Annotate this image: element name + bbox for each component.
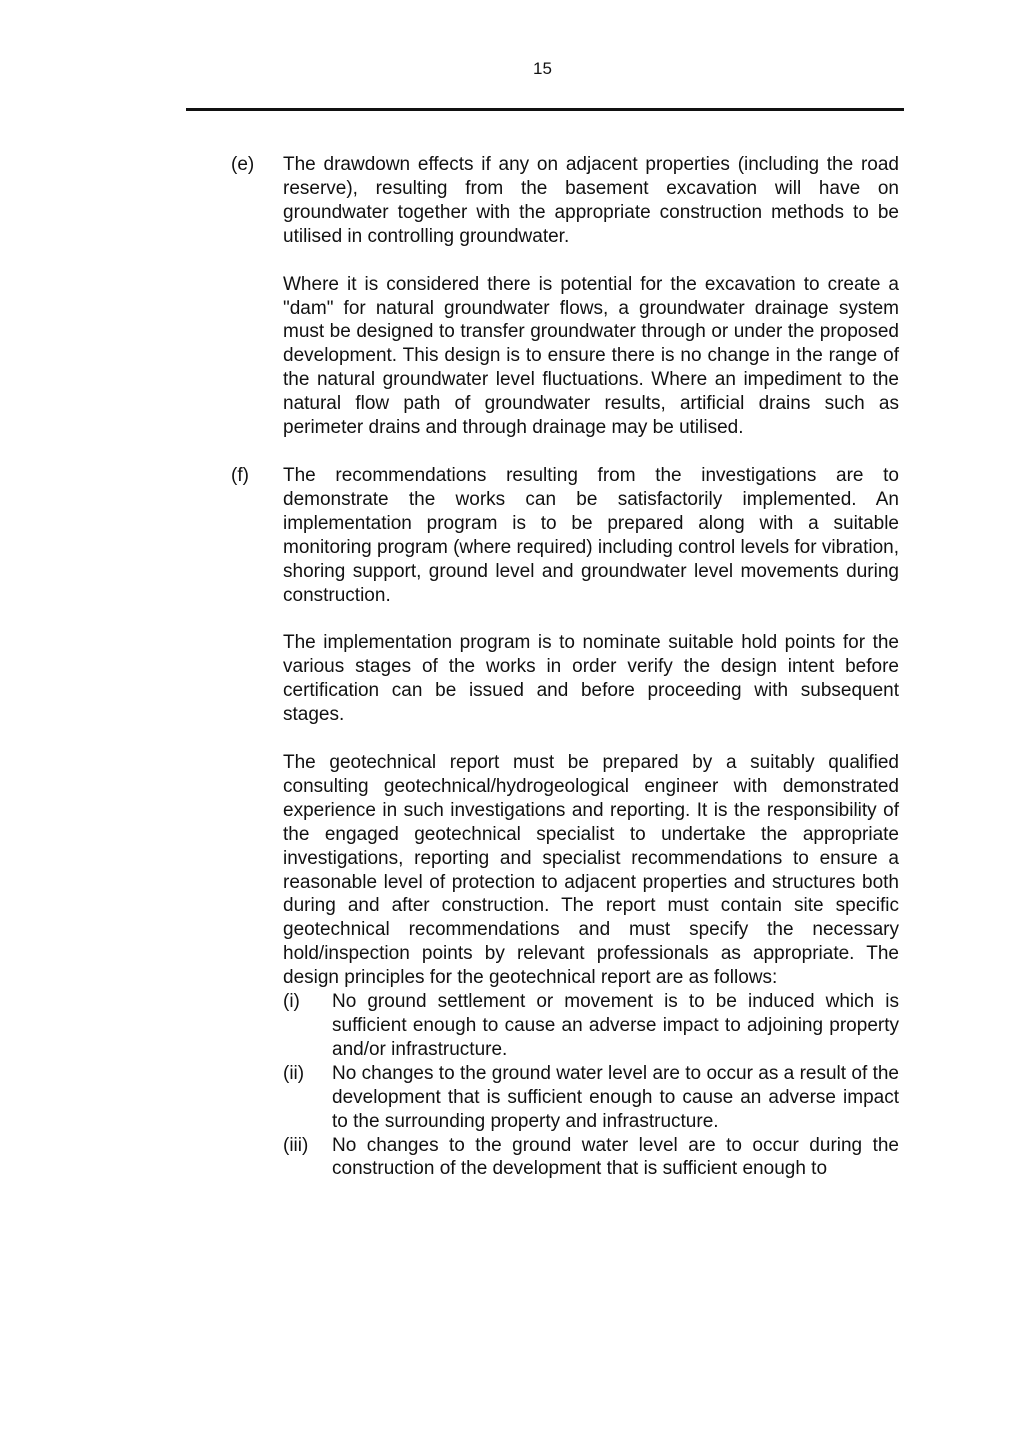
list-item-text: No changes to the ground water level are to occur as a result of the development that is sufficient enough to cause an adverse impact to the surrounding property and infrastructure.	[332, 1062, 899, 1132]
paragraph: Where it is considered there is potential for the excavation to create a "dam" for natural groundwater flows, a groundwater drainage system must be designed to transfer groundwater through or under the proposed development. This design is to ensure there is no change in the range of the natural groundwater level fluctuations. Where an impediment to the natural flow path of groundwater results, artificial drains such as perimeter drains and through drainage may be utilised.	[283, 273, 899, 439]
paragraph: The drawdown effects if any on adjacent properties (including the road reserve), resulting from the basement excavation will have on groundwater together with the appropriate construction methods to be utilised in controlling groundwater.	[283, 154, 899, 247]
header-rule	[186, 108, 904, 111]
section-label: (f)	[231, 464, 249, 486]
list-item	[283, 1062, 899, 1134]
paragraph: The implementation program is to nominate suitable hold points for the various stages of the works in order verify the design intent before certification can be issued and before proceeding with subsequent stages.	[283, 632, 899, 726]
list-item-label: (iii)	[283, 1134, 309, 1156]
page-number: 15	[533, 59, 552, 78]
list-item	[283, 990, 899, 1062]
list-item-label: (i)	[283, 991, 300, 1013]
section-label: (e)	[231, 154, 255, 175]
document-body	[231, 153, 899, 1181]
design-principles-list	[283, 990, 899, 1181]
paragraph: The recommendations resulting from the investigations are to demonstrate the works can be satisfactorily implemented. An implementation program is to be prepared along with a suitable monitoring program (where required) including control levels for vibration, shoring support, ground level and groundwater level movements during construction.	[283, 464, 899, 606]
section-e	[231, 153, 899, 440]
list-item	[283, 1134, 899, 1182]
list-item-text: No ground settlement or movement is to be induced which is sufficient enough to cause an adverse impact to adjoining property and/or infrastructure.	[332, 991, 899, 1060]
list-item-text: No changes to the ground water level are to occur during the construction of the development that is sufficient enough to	[332, 1134, 899, 1180]
paragraph: The geotechnical report must be prepared by a suitably qualified consulting geotechnical/hydrogeological engineer with demonstrated experience in such investigations and reporting. It is the responsibility of the engaged geotechnical specialist to undertake the appropriate investigations, reporting and specialist recommendations to ensure a reasonable level of protection to adjacent properties and structures both during and after construction. The report must contain site specific geotechnical recommendations and must specify the necessary hold/inspection points by relevant professionals as appropriate. The design principles for the geotechnical report are as follows:	[283, 752, 899, 989]
section-f	[231, 464, 899, 1181]
list-item-label: (ii)	[283, 1062, 305, 1084]
